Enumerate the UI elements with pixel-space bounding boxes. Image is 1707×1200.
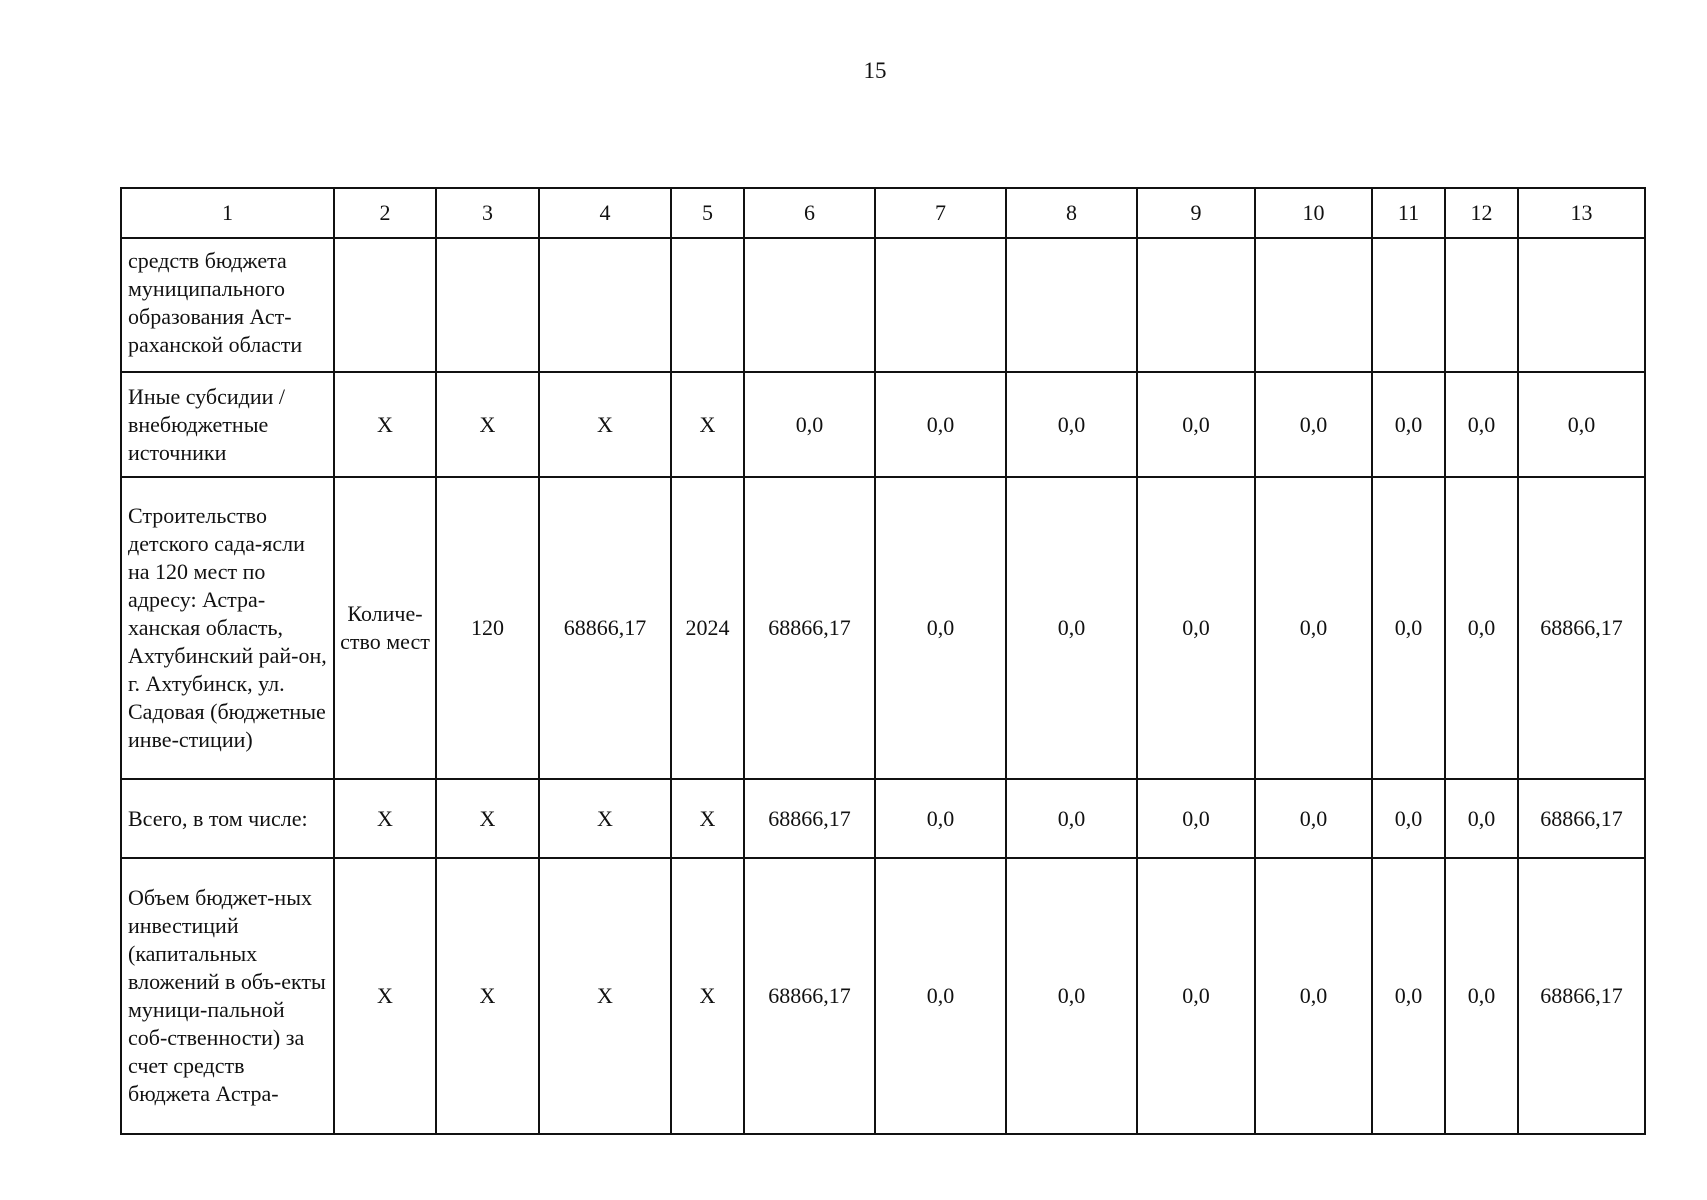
column-header: 7 [875,188,1006,238]
table-cell: 0,0 [1518,372,1645,477]
table-cell: 0,0 [1006,477,1137,779]
table-row [121,779,1645,858]
table-cell: Х [671,372,744,477]
column-header: 5 [671,188,744,238]
table-row [121,858,1645,1134]
table-cell: 0,0 [1255,779,1372,858]
column-header: 11 [1372,188,1445,238]
table-cell: Х [436,858,539,1134]
table-cell: 0,0 [1255,477,1372,779]
table-cell: 0,0 [1137,779,1255,858]
table-cell: Х [671,779,744,858]
table-cell: 0,0 [1372,779,1445,858]
column-header: 1 [121,188,334,238]
table-cell: 0,0 [1372,477,1445,779]
table-cell: 0,0 [744,372,875,477]
table-cell: 0,0 [1372,372,1445,477]
row-name-cell: Объем бюджет-ных инвестиций (капитальных вложений в объ-екты муници-пальной соб-ственности) за счет средств бюджета Астра- [121,858,334,1134]
row-name-cell: Всего, в том числе: [121,779,334,858]
table-cell: Х [334,779,436,858]
table-row [121,477,1645,779]
column-header: 9 [1137,188,1255,238]
table-cell [671,238,744,372]
table-cell [539,238,671,372]
table-cell: 0,0 [1137,372,1255,477]
table-cell: Х [436,779,539,858]
table-cell: 0,0 [1445,477,1518,779]
table-cell: Х [539,372,671,477]
row-name-cell: Строительство детского сада-ясли на 120 мест по адресу: Астра-ханская область, Ахтубинский рай-он, г. Ахтубинск, ул. Садовая (бюджетные инве-стиции) [121,477,334,779]
column-header: 4 [539,188,671,238]
table-cell: 120 [436,477,539,779]
column-header: 10 [1255,188,1372,238]
table-cell: 0,0 [875,779,1006,858]
table-cell [1372,238,1445,372]
table-cell: 0,0 [1006,779,1137,858]
table-cell [1445,238,1518,372]
table-cell: 68866,17 [1518,477,1645,779]
table-cell: Х [334,372,436,477]
table-cell: 0,0 [1255,858,1372,1134]
table-cell: Х [436,372,539,477]
column-header: 6 [744,188,875,238]
table-cell [334,238,436,372]
table-cell: 0,0 [1255,372,1372,477]
table-cell: Х [334,858,436,1134]
table-cell: 0,0 [1006,372,1137,477]
table-cell: 68866,17 [539,477,671,779]
table-cell: Х [539,779,671,858]
table-cell: 68866,17 [1518,858,1645,1134]
table-header-row [121,188,1645,238]
table-cell: 68866,17 [1518,779,1645,858]
table-cell [1255,238,1372,372]
table-cell: 0,0 [875,372,1006,477]
table-cell: 68866,17 [744,477,875,779]
table-cell [744,238,875,372]
table-cell [1006,238,1137,372]
table-cell: 0,0 [1445,858,1518,1134]
column-header: 13 [1518,188,1645,238]
table-cell: 0,0 [875,858,1006,1134]
budget-table [120,187,1646,1135]
table-cell: Х [671,858,744,1134]
table-cell: Х [539,858,671,1134]
column-header: 8 [1006,188,1137,238]
table-cell: 0,0 [1372,858,1445,1134]
table-cell [436,238,539,372]
column-header: 3 [436,188,539,238]
table-row [121,238,1645,372]
table-cell [1137,238,1255,372]
page-number: 15 [863,58,887,83]
table-cell [1518,238,1645,372]
row-name-cell: средств бюджета муниципального образования Аст-раханской области [121,238,334,372]
table-cell: 0,0 [1137,477,1255,779]
table-cell: 2024 [671,477,744,779]
table-cell: 0,0 [1137,858,1255,1134]
row-name-cell: Иные субсидии / внебюджетные источники [121,372,334,477]
table-cell: Количе-ство мест [334,477,436,779]
table-cell: 0,0 [1006,858,1137,1134]
table-cell [875,238,1006,372]
table-cell: 0,0 [875,477,1006,779]
table-cell: 0,0 [1445,372,1518,477]
table-cell: 68866,17 [744,858,875,1134]
column-header: 2 [334,188,436,238]
column-header: 12 [1445,188,1518,238]
table-cell: 0,0 [1445,779,1518,858]
table-row [121,372,1645,477]
table-cell: 68866,17 [744,779,875,858]
